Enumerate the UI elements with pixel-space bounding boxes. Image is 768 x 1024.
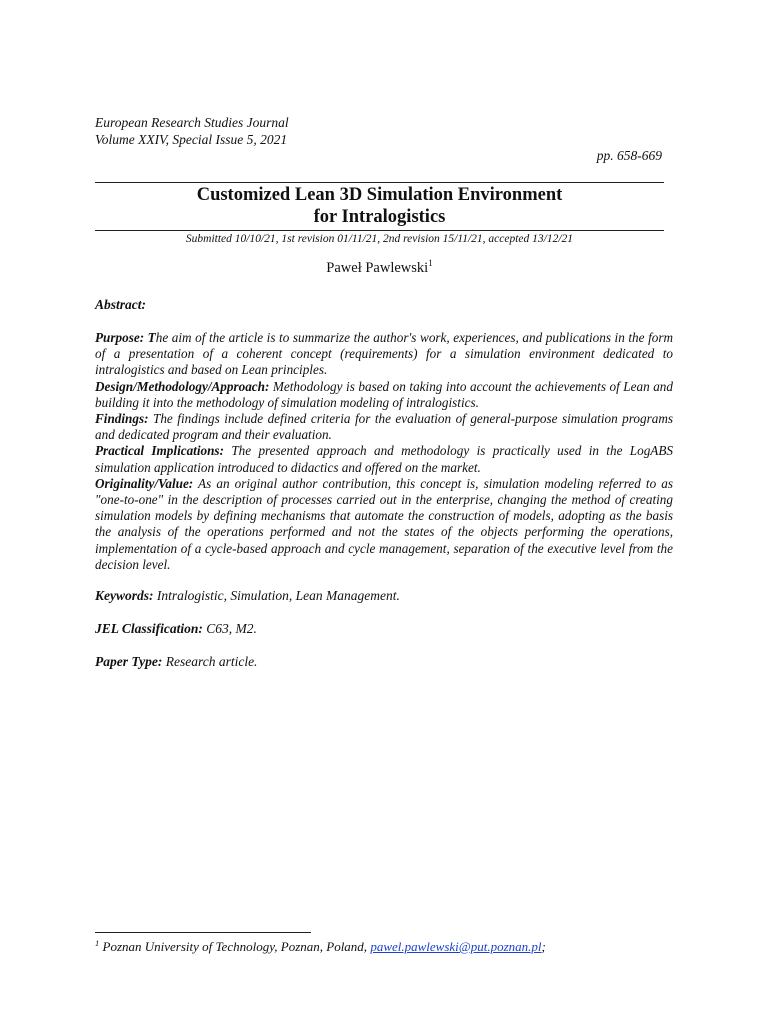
abstract-originality (95, 476, 673, 573)
abstract-design-label: Design/Methodology/Approach: (95, 378, 270, 394)
abstract-findings-label: Findings: (95, 411, 149, 427)
keywords-label: Keywords: (95, 588, 154, 603)
footnote-affiliation: Poznan University of Technology, Poznan, Poland, (99, 939, 371, 954)
title-line-1: Customized Lean 3D Simulation Environment (196, 185, 563, 205)
abstract-design (95, 379, 673, 411)
author-footnote-mark: 1 (428, 258, 433, 268)
journal-header (95, 115, 289, 148)
title-line-2: for Intralogistics (313, 207, 446, 227)
paper-type-label: Paper Type: (95, 654, 163, 669)
journal-volume: Volume XXIV, Special Issue 5, 2021 (95, 131, 288, 147)
paper-type (95, 654, 257, 670)
abstract-heading: Abstract: (95, 297, 147, 312)
title-top-rule (95, 182, 664, 183)
abstract-purpose-label: Purpose: T (95, 330, 156, 345)
footnote (95, 939, 546, 955)
abstract-findings (95, 411, 673, 443)
jel-text: C63, M2. (202, 621, 257, 636)
abstract-purpose (95, 330, 673, 379)
abstract-implications (95, 443, 673, 475)
paper-type-text: Research article. (162, 654, 258, 669)
paper-title (95, 184, 664, 228)
footnote-mark: 1 (95, 938, 100, 948)
keywords (95, 588, 400, 604)
abstract-body (95, 330, 673, 573)
abstract-implications-label: Practical Implications: (95, 443, 224, 459)
journal-name: European Research Studies Journal (95, 115, 289, 130)
author-name: Paweł Pawlewski (326, 260, 429, 276)
title-bottom-rule (95, 230, 664, 231)
abstract-originality-label: Originality/Value: (95, 475, 194, 491)
abstract-implications-text: The presented approach and methodology is practically used in the LogABS simulation application introduced to didactics and offered on the market. (95, 443, 673, 475)
author-email-link[interactable]: pawel.pawlewski@put.poznan.pl (370, 939, 542, 954)
author-line (95, 259, 664, 277)
keywords-text: Intralogistic, Simulation, Lean Management. (153, 588, 400, 603)
footnote-rule (95, 932, 311, 933)
footnote-trailing: ; (541, 939, 546, 954)
submission-dates: Submitted 10/10/21, 1st revision 01/11/21, 2nd revision 15/11/21, accepted 13/12/21 (185, 233, 574, 245)
abstract-originality-text: As an original author contribution, this concept is, simulation modeling referred to as "one-to-one" in the description of processes carried out in the enterprise, changing the method of creating simulation models by defining mechanisms that automate the construction of models, adopting as the basis the analysis of the operations performed and not the states of the objects performing the operations, implementation of a cycle-based approach and cycle management, separation of the executive level from the decision level. (95, 475, 673, 572)
jel-label: JEL Classification: (95, 621, 203, 636)
page-range: pp. 658-669 (596, 148, 662, 163)
abstract-design-text: Methodology is based on taking into account the achievements of Lean and building it into the methodology of simulation modeling of intralogistics. (95, 378, 673, 410)
jel-classification (95, 621, 257, 637)
abstract-purpose-text: he aim of the article is to summarize the author's work, experiences, and publications in the form of a presentation of a coherent concept (requirements) for a simulation environment dedicated to intralogistics and based on Lean principles. (95, 330, 673, 378)
abstract-findings-text: The findings include defined criteria for the evaluation of general-purpose simulation programs and dedicated program and their evaluation. (95, 411, 673, 443)
